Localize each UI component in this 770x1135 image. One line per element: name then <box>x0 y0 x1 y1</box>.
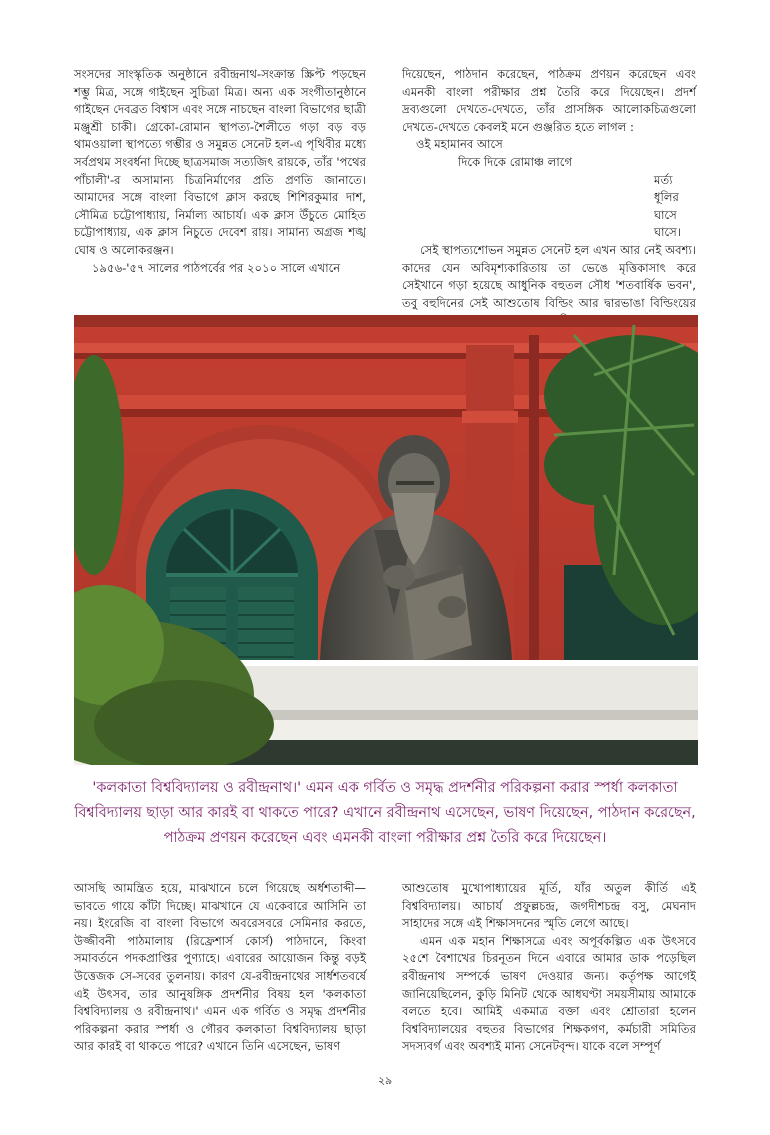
paragraph: ১৯৫৬-'৫৭ সালের পাঠপর্বের পর ২০১০ সালে এখানে <box>92 260 341 275</box>
article-column-top-left <box>74 66 366 277</box>
tagore-statue-photo <box>74 315 698 765</box>
article-column-bottom-left <box>74 880 366 1056</box>
poem-line: মর্ত্য ধূলির ঘাসে ঘাসে। <box>654 172 681 240</box>
photo-caption: 'কলকাতা বিশ্ববিদ্যালয় ও রবীন্দ্রনাথ।' এমন এক গর্বিত ও সমৃদ্ধ প্রদর্শনীর পরিকল্পনা করার স্পর্ধা কলকাতা বিশ্ববিদ্যালয় ছাড়া আর কারই বা থাকতে পারে? এখানে রবীন্দ্রনাথ এসেছেন, ভাষণ দিয়েছেন, পাঠদান করেছেন, পাঠক্রম প্রণয়ন করেছেন এবং এমনকী বাংলা পরীক্ষার প্রশ্ন তৈরি করে দিয়েছেন। <box>74 780 696 846</box>
paragraph: আশুতোষ মুখোপাধ্যায়ের মূর্তি, যাঁর অতুল কীর্তি এই বিশ্ববিদ্যালয়। আচার্য প্রফুল্লচন্দ্র, জগদীশচন্দ্র বসু, মেঘনাদ সাহাদের সঙ্গে এই শিক্ষাসদনের স্মৃতি লেগে আছে। <box>402 881 696 931</box>
article-column-top-right <box>402 66 696 330</box>
page-number: ২৯ <box>377 1074 393 1087</box>
poem-line: দিকে দিকে রোমাঞ্চ লাগে <box>458 154 573 169</box>
paragraph: এমন এক মহান শিক্ষাসত্রে এবং অপূর্বকল্পিত এক উৎসবে ২৫শে বৈশাখের চিরনূতন দিনে এবারে আমার ডাক পড়েছিল রবীন্দ্রনাথ সম্পর্কে ভাষণ দেওয়ার জন্য। কর্তৃপক্ষ আগেই জানিয়েছিলেন, কুড়ি মিনিট থেকে আধঘণ্টা সময়সীমায় আমাকে বলতে হবে। আমিই একমাত্র বক্তা এবং শ্রোতারা হলেন বিশ্ববিদ্যালয়ের বহুতর বিভাগের শিক্ষকগণ, কর্মচারী সমিতির সদস্যবর্গ এবং অবশ্যই মান্য সেনেটবৃন্দ। যাকে বলে সম্পূর্ণ <box>402 933 696 1054</box>
article-column-bottom-right <box>402 880 696 1056</box>
poem-line: ওই মহামানব আসে <box>416 137 503 152</box>
paragraph: সেই স্থাপত্যশোভন সমুন্নত সেনেট হল এখন আর নেই অবশ্য। কাদের যেন অবিমৃশ্যকারিতায় তা ভেঙে মৃত্তিকাসাৎ করে সেইখানে গড়া হয়েছে আধুনিক বহুতল সৌধ 'শতবার্ষিক ভবন', তবু বহুদিনের সেই আশুতোষ বিল্ডিং আর দ্বারভাঙা বিল্ডিংয়ের <box>402 242 696 310</box>
paragraph: দিয়েছেন, পাঠদান করেছেন, পাঠক্রম প্রণয়ন করেছেন এবং এমনকী বাংলা পরীক্ষার প্রশ্ন তৈরি করে দিয়েছেন। প্রদর্শ দ্রব্যগুলো দেখতে-দেখতে, তাঁর প্রাসঙ্গিক আলোকচিত্রগুলো দেখতে-দেখতে কেবলই মনে গুঞ্জরিত হতে লাগল : <box>402 67 696 134</box>
paragraph: সংসদের সাংস্কৃতিক অনুষ্ঠানে রবীন্দ্রনাথ-সংক্রান্ত স্ক্রিপ্ট পড়ছেন শম্ভু মিত্র, সঙ্গে গাইছেন সুচিত্রা মিত্র। অন্য এক সংগীতানুষ্ঠানে গাইছেন দেবব্রত বিশ্বাস এবং সঙ্গে নাচছেন বাংলা বিভাগের ছাত্রী মঞ্জুশ্রী চাকী। গ্রেকো-রোমান স্থাপত্য-শৈলীতে গড়া বড় বড় থামওয়ালা স্থাপত্যে গম্ভীর ও সমুন্নত সেনেট হল-এ পৃথিবীর মধ্যে সর্বপ্রথম সংবর্ধনা দিচ্ছে ছাত্রসমাজ সত্যজিৎ রায়কে, তাঁর 'পথের পাঁচালী'-র অসামান্য চিত্রনির্মাণের প্রতি প্রণতি জানাতে। আমাদের সঙ্গে বাংলা বিভাগে ক্লাস করছে শিশিরকুমার দাশ, সৌমিত্র চট্টোপাধ্যায়, নির্মাল্য আচার্য। এক ক্লাস উঁচুতে মোহিত চট্টোপাধ্যায়, এক ক্লাস নিচুতে দেবেশ রায়। সামান্য অগ্রজ শঙ্খ ঘোষ ও অলোকরঞ্জন। <box>74 67 366 257</box>
poem-quote <box>402 136 696 242</box>
paragraph: আসছি আমন্ত্রিত হয়ে, মাঝখানে চলে গিয়েছে অর্ধশতাব্দী— ভাবতে গায়ে কাঁটা দিচ্ছে। মাঝখানে যে একেবারে আসিনি তা নয়। ইংরেজি বা বাংলা বিভাগে অবরেসবরে সেমিনার করতে, উজ্জীবনী পাঠমালায় (রিফ্রেশার্স কোর্স) পাঠদানে, কিংবা সমাবর্তনে পদকপ্রাপ্তির পুণ্যাহে। এবারের আয়োজন কিন্তু বড়ই উত্তেজক সে-সবের তুলনায়। কারণ যে-রবীন্দ্রনাথের সার্ধশতবর্ষে এই উৎসব, তার আনুষঙ্গিক প্রদর্শনীর বিষয় হল 'কলকাতা বিশ্ববিদ্যালয় ও রবীন্দ্রনাথ।' এমন এক গর্বিত ও সমৃদ্ধ প্রদর্শনীর পরিকল্পনা করার স্পর্ধা ও গৌরব কলকাতা বিশ্ববিদ্যালয় ছাড়া আর কারই বা থাকতে পারে? এখানে তিনি এসেছেন, ভাষণ <box>74 881 366 1054</box>
photo-illustration <box>74 315 698 765</box>
